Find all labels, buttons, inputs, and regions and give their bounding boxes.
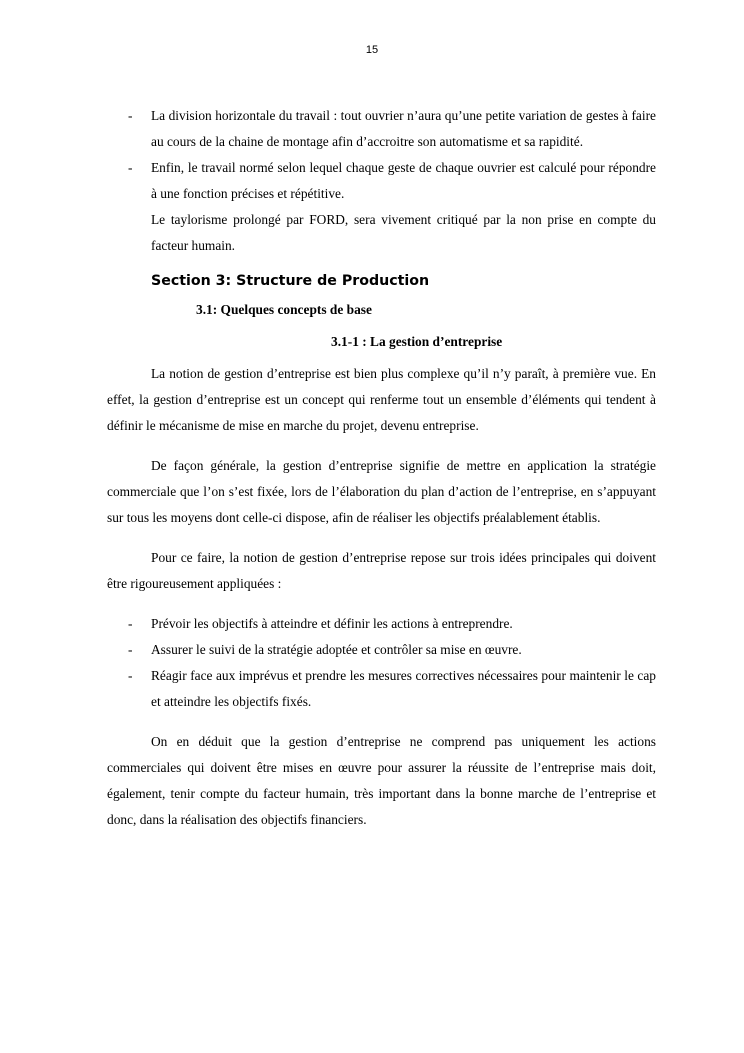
list-item	[107, 155, 656, 207]
paragraph: Pour ce faire, la notion de gestion d’entreprise repose sur trois idées principales qui doivent être rigoureusement appliquées :	[107, 550, 656, 591]
list-item	[107, 611, 656, 637]
list-item-text: Réagir face aux imprévus et prendre les mesures correctives nécessaires pour maintenir le cap et atteindre les objectifs fixés.	[151, 668, 656, 709]
list-item	[107, 637, 656, 663]
list-item-text: La division horizontale du travail : tout ouvrier n’aura qu’une petite variation de gestes à faire au cours de la chaine de montage afin d’accroitre son automatisme et sa rapidité.	[151, 108, 656, 149]
section-title: Section 3: Structure de Production	[151, 273, 430, 289]
list-item-text: Assurer le suivi de la stratégie adoptée et contrôler sa mise en œuvre.	[151, 642, 522, 657]
paragraph: La notion de gestion d’entreprise est bien plus complexe qu’il n’y paraît, à première vue. En effet, la gestion d’entreprise est un concept qui renferme tout un ensemble d’éléments qui tendent à définir le mécanisme de mise en marche du projet, devenu entreprise.	[107, 366, 656, 433]
bullet-dash: -	[128, 108, 133, 123]
subsubsection-title: 3.1-1 : La gestion d’entreprise	[331, 334, 503, 349]
bullet-list-taylorism	[107, 103, 656, 207]
bullet-dash: -	[128, 160, 133, 175]
document-body	[107, 103, 656, 833]
taylorism-note: Le taylorisme prolongé par FORD, sera vivement critiqué par la non prise en compte du facteur humain.	[151, 212, 656, 253]
list-item	[107, 663, 656, 715]
list-item-text: Prévoir les objectifs à atteindre et définir les actions à entreprendre.	[151, 616, 513, 631]
bullet-list-principles	[107, 611, 656, 715]
list-item	[107, 103, 656, 155]
bullet-dash: -	[128, 616, 133, 631]
list-item-text: Enfin, le travail normé selon lequel chaque geste de chaque ouvrier est calculé pour répondre à une fonction précises et répétitive.	[151, 160, 656, 201]
paragraph: De façon générale, la gestion d’entreprise signifie de mettre en application la stratégie commerciale que l’on s’est fixée, lors de l’élaboration du plan d’action de l’entreprise, en s’appuyant sur tous les moyens dont celle-ci dispose, afin de réaliser les objectifs préalablement établis.	[107, 458, 656, 525]
conclusion-paragraph: On en déduit que la gestion d’entreprise ne comprend pas uniquement les actions commerciales qui doivent être mises en œuvre pour assurer la réussite de l’entreprise mais doit, également, tenir compte du facteur humain, très important dans la bonne marche de l’entreprise et donc, dans la réalisation des objectifs financiers.	[107, 734, 656, 827]
subsection-title: 3.1: Quelques concepts de base	[196, 302, 372, 317]
page-number: 15	[365, 44, 379, 56]
bullet-dash: -	[128, 668, 133, 683]
bullet-dash: -	[128, 642, 133, 657]
